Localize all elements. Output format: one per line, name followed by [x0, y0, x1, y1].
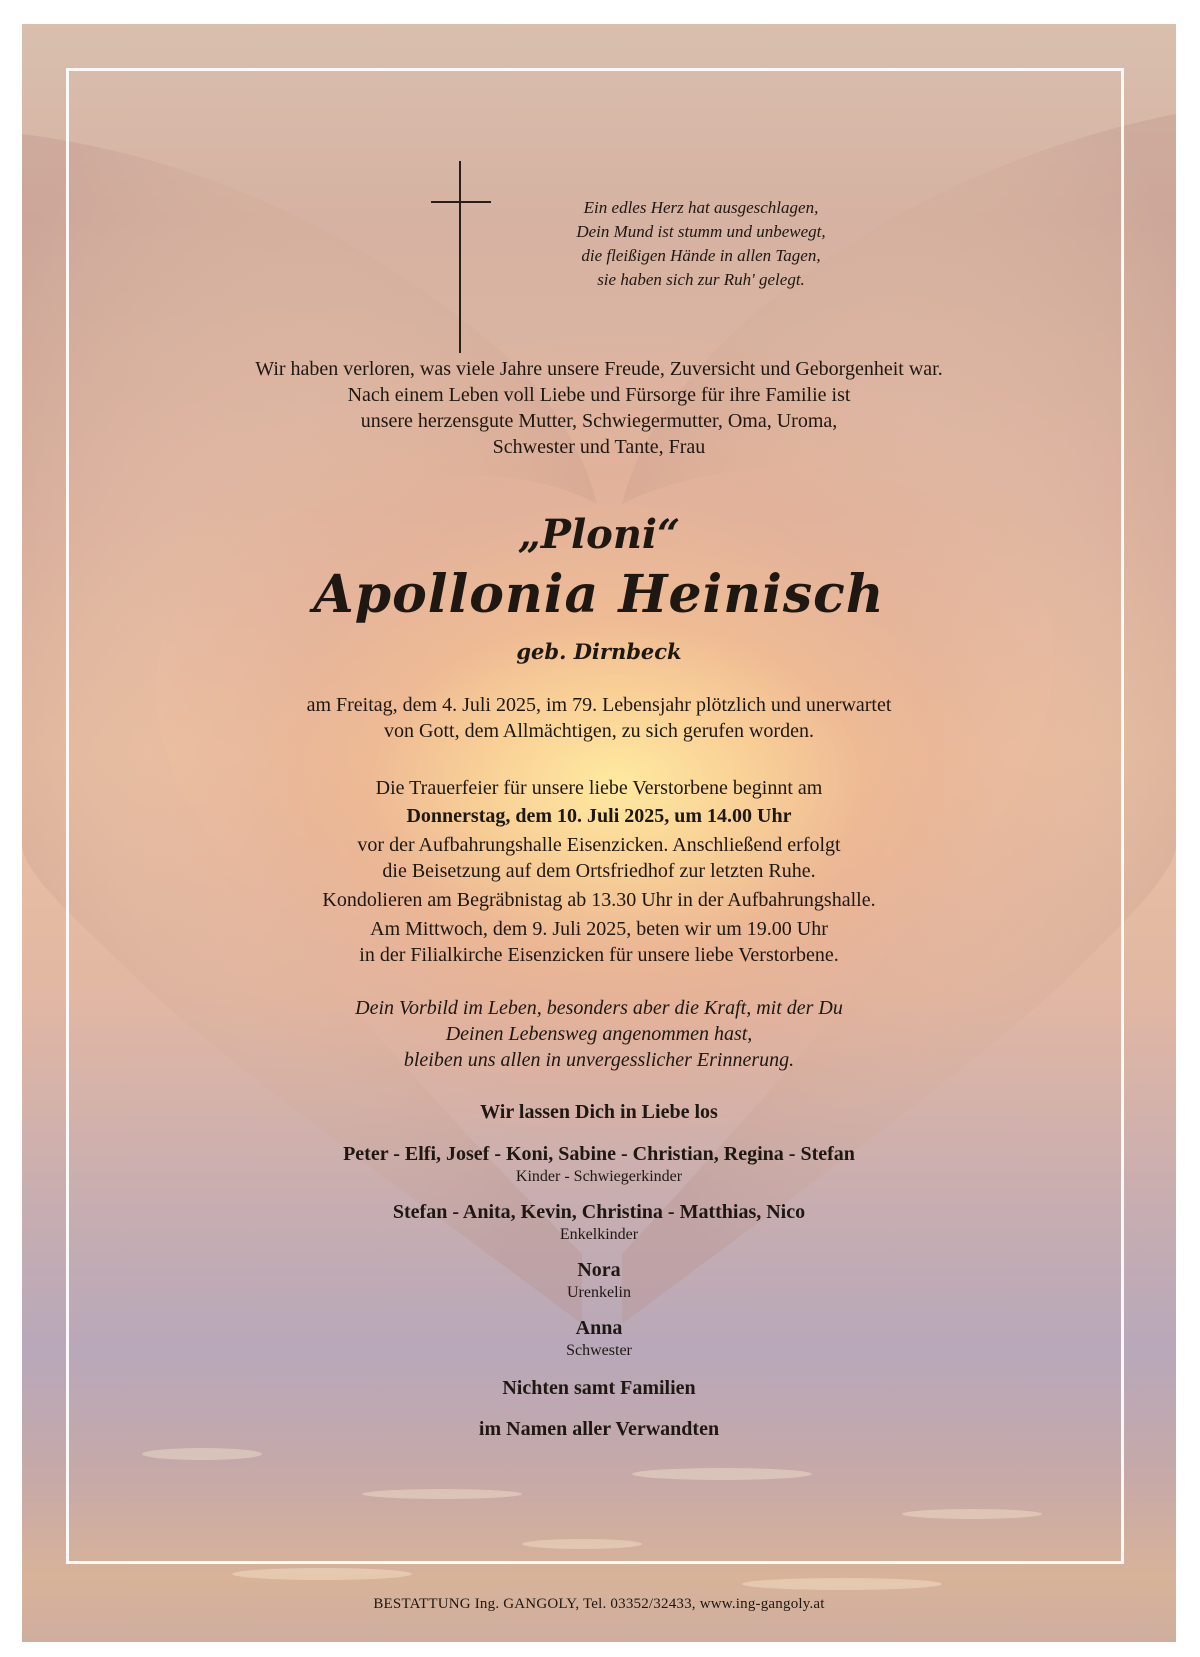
- motto-line: die fleißigen Hände in allen Tagen,: [581, 246, 821, 265]
- mourner-role: Enkelkinder: [559, 1226, 639, 1243]
- motto-verse: [542, 196, 860, 292]
- motto-line: Ein edles Herz hat ausgeschlagen,: [583, 198, 819, 217]
- service-intro: Die Trauerfeier für unsere liebe Verstorbene beginnt am: [375, 777, 823, 799]
- mourner-group: [22, 1199, 1176, 1245]
- deceased-birth-name: geb. Dirnbeck: [516, 639, 682, 664]
- condolence-info: Kondolieren am Begräbnistag ab 13.30 Uhr in der Aufbahrungshalle.: [322, 889, 876, 911]
- motto-line: sie haben sich zur Ruh' gelegt.: [597, 270, 805, 289]
- mourner-names: Nora: [577, 1259, 621, 1281]
- prayer-line: in der Filialkirche Eisenzicken für unsere liebe Verstorbene.: [359, 944, 839, 966]
- cross-icon: [459, 161, 461, 353]
- closing-line: Nichten samt Familien: [502, 1377, 696, 1399]
- mourner-names: Anna: [575, 1317, 623, 1339]
- mourner-role: Schwester: [566, 1342, 632, 1359]
- mourner-names: Peter - Elfi, Josef - Koni, Sabine - Christian, Regina - Stefan: [343, 1143, 855, 1165]
- mourner-group: [22, 1141, 1176, 1187]
- death-notice-line: am Freitag, dem 4. Juli 2025, im 79. Lebensjahr plötzlich und unerwartet: [306, 694, 892, 716]
- intro-line: Nach einem Leben voll Liebe und Fürsorge für ihre Familie ist: [347, 384, 851, 406]
- deceased-name: Apollonia Heinisch: [313, 564, 885, 625]
- mourner-role: Kinder - Schwiegerkinder: [515, 1168, 683, 1185]
- closing-line: im Namen aller Verwandten: [478, 1418, 720, 1440]
- death-notice: [22, 692, 1176, 744]
- intro-line: Schwester und Tante, Frau: [492, 436, 706, 458]
- deceased-nickname: „Ploni“: [517, 511, 681, 558]
- prayer-info: [22, 916, 1176, 968]
- obituary-card: [22, 24, 1176, 1642]
- service-date-time: Donnerstag, dem 10. Juli 2025, um 14.00 Uhr: [406, 805, 792, 827]
- tribute-verse: [22, 995, 1176, 1073]
- death-notice-line: von Gott, dem Allmächtigen, zu sich gerufen worden.: [384, 720, 814, 742]
- undertaker-footer: BESTATTUNG Ing. GANGOLY, Tel. 03352/32433, www.ing-gangoly.at: [373, 1596, 825, 1612]
- intro-line: Wir haben verloren, was viele Jahre unsere Freude, Zuversicht und Geborgenheit war.: [255, 358, 943, 380]
- motto-line: Dein Mund ist stumm und unbewegt,: [576, 222, 826, 241]
- service-location-line: die Beisetzung auf dem Ortsfriedhof zur letzten Ruhe.: [382, 860, 816, 882]
- service-location: [22, 832, 1176, 884]
- mourner-role: Urenkelin: [567, 1284, 631, 1301]
- cross-icon-bar: [431, 201, 491, 203]
- tribute-line: Dein Vorbild im Leben, besonders aber die Kraft, mit der Du: [355, 997, 843, 1019]
- farewell-heading: Wir lassen Dich in Liebe los: [480, 1101, 718, 1123]
- intro-line: unsere herzensgute Mutter, Schwiegermutter, Oma, Uroma,: [360, 410, 838, 432]
- prayer-line: Am Mittwoch, dem 9. Juli 2025, beten wir um 19.00 Uhr: [370, 918, 828, 940]
- mourner-names: Stefan - Anita, Kevin, Christina - Matthias, Nico: [392, 1201, 806, 1223]
- intro-paragraph: [22, 356, 1176, 460]
- tribute-line: Deinen Lebensweg angenommen hast,: [445, 1023, 753, 1045]
- mourner-group: [22, 1257, 1176, 1303]
- mourner-group: [22, 1315, 1176, 1361]
- service-location-line: vor der Aufbahrungshalle Eisenzicken. Anschließend erfolgt: [357, 834, 841, 856]
- tribute-line: bleiben uns allen in unvergesslicher Erinnerung.: [403, 1049, 795, 1071]
